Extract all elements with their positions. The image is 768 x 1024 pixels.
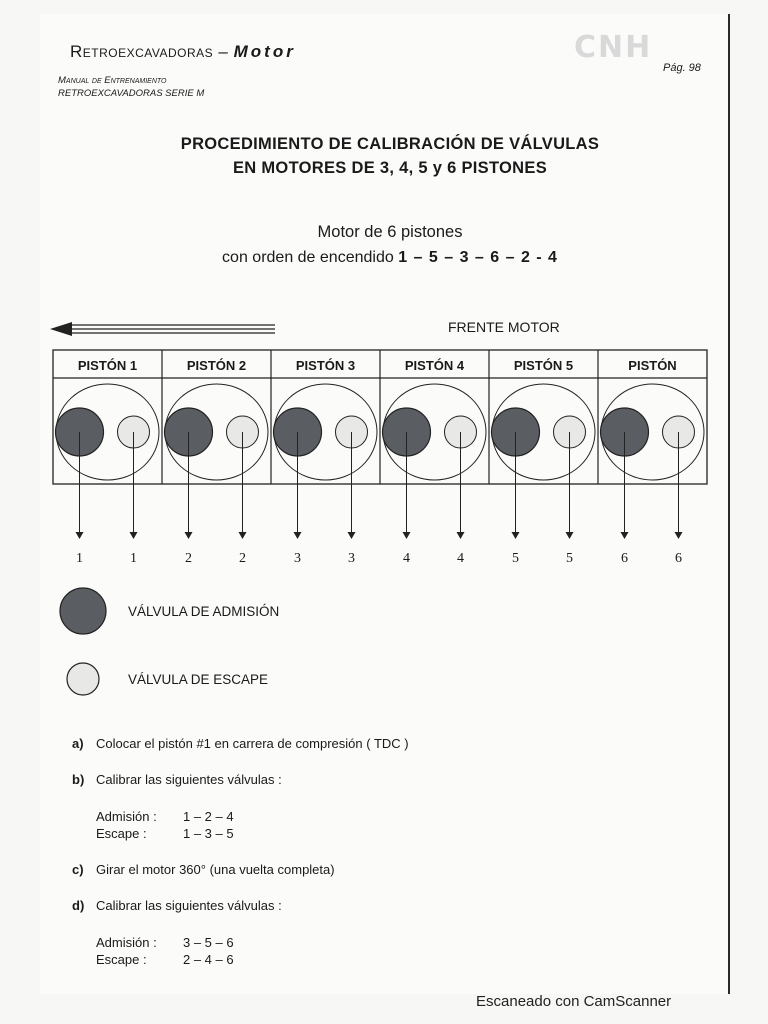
manual-page [40, 14, 730, 994]
exhaust-label: Escape : [96, 952, 147, 967]
legend-exhaust-label: VÁLVULA DE ESCAPE [128, 671, 269, 687]
step-text: Girar el motor 360° (una vuelta completa) [96, 862, 335, 877]
intake-values [96, 934, 234, 951]
step-b [72, 772, 282, 787]
intake-cylinders: 1 – 2 – 4 [183, 809, 234, 824]
step-letter: b) [72, 772, 85, 787]
intake-valve-icon [58, 586, 108, 636]
subtitle-engine: Motor de 6 pistones [317, 223, 463, 241]
exhaust-pointer-arrow [348, 532, 356, 539]
intake-label: Admisión : [96, 935, 157, 950]
intake-cylinders: 3 – 5 – 6 [183, 935, 234, 950]
header-title-section: Retroexcavadoras [70, 42, 214, 61]
intake-pointer-arrow [294, 532, 302, 539]
intake-pointer-arrow [512, 532, 520, 539]
exhaust-cylinder-number: 1 [130, 551, 137, 566]
legend-exhaust [58, 659, 268, 699]
step-a [72, 736, 409, 751]
intake-label: Admisión : [96, 809, 157, 824]
manual-name: Manual de Entrenamiento [58, 75, 167, 86]
step-letter: d) [72, 898, 85, 913]
exhaust-cylinder-number: 2 [239, 551, 246, 566]
exhaust-cylinders: 1 – 3 – 5 [183, 826, 234, 841]
exhaust-pointer-arrow [566, 532, 574, 539]
piston-label: PISTÓN 2 [186, 358, 247, 373]
intake-cylinder-number: 4 [403, 551, 410, 566]
header-title-topic: Motor [233, 42, 296, 61]
exhaust-values [96, 825, 234, 842]
title-line-1: PROCEDIMIENTO DE CALIBRACIÓN DE VÁLVULAS [180, 135, 600, 153]
intake-pointer-arrow [403, 532, 411, 539]
piston-label: PISTÓN 3 [295, 358, 356, 373]
page-number: Pág. 98 [663, 62, 701, 74]
firing-order-value: 1 – 5 – 3 – 6 – 2 - 4 [398, 249, 558, 266]
valve-diagram [52, 348, 712, 568]
intake-pointer-arrow [76, 532, 84, 539]
step-d [72, 898, 282, 913]
piston-label: PISTÓN 1 [77, 358, 138, 373]
scanner-watermark: Escaneado con CamScanner [476, 993, 672, 1010]
intake-cylinder-number: 1 [76, 551, 83, 566]
step-text: Calibrar las siguientes válvulas : [96, 772, 282, 787]
step-c [72, 862, 335, 877]
front-label: FRENTE MOTOR [448, 319, 560, 335]
piston-label: PISTÓN [628, 358, 677, 373]
step-letter: a) [72, 736, 84, 751]
legend-intake-label: VÁLVULA DE ADMISIÓN [128, 603, 280, 619]
manual-series: RETROEXCAVADORAS SERIE M [58, 88, 205, 99]
front-direction-arrow-icon [50, 321, 280, 337]
exhaust-cylinder-number: 5 [566, 551, 573, 566]
intake-cylinder-number: 2 [185, 551, 192, 566]
header-title [70, 42, 296, 62]
step-text: Calibrar las siguientes válvulas : [96, 898, 282, 913]
step-b-values [96, 808, 234, 842]
step-text: Colocar el pistón #1 en carrera de compresión ( TDC ) [96, 736, 409, 751]
intake-cylinder-number: 3 [294, 551, 301, 566]
header-title-separator: – [213, 42, 234, 61]
firing-order-label: con orden de encendido [222, 249, 399, 266]
title-line-2: EN MOTORES DE 3, 4, 5 y 6 PISTONES [232, 159, 548, 177]
exhaust-pointer-arrow [457, 532, 465, 539]
cnh-logo: CNH [574, 30, 653, 65]
exhaust-pointer-arrow [130, 532, 138, 539]
exhaust-valve-icon [58, 659, 108, 699]
piston-label: PISTÓN 4 [404, 358, 465, 373]
exhaust-values [96, 951, 234, 968]
subtitle-firing-order [140, 245, 640, 271]
exhaust-label: Escape : [96, 826, 147, 841]
exhaust-cylinder-number: 3 [348, 551, 355, 566]
page-title [110, 132, 670, 180]
intake-pointer-arrow [185, 532, 193, 539]
intake-pointer-arrow [621, 532, 629, 539]
exhaust-cylinder-number: 4 [457, 551, 464, 566]
intake-cylinder-number: 6 [621, 551, 628, 566]
intake-values [96, 808, 234, 825]
header-manual [58, 74, 204, 100]
engine-subtitle [140, 219, 640, 271]
piston-label: PISTÓN 5 [513, 358, 574, 373]
step-letter: c) [72, 862, 84, 877]
exhaust-pointer-arrow [239, 532, 247, 539]
step-d-values [96, 934, 234, 968]
intake-cylinder-number: 5 [512, 551, 519, 566]
exhaust-pointer-arrow [675, 532, 683, 539]
exhaust-cylinder-number: 6 [675, 551, 682, 566]
legend-intake [58, 586, 279, 636]
exhaust-cylinders: 2 – 4 – 6 [183, 952, 234, 967]
